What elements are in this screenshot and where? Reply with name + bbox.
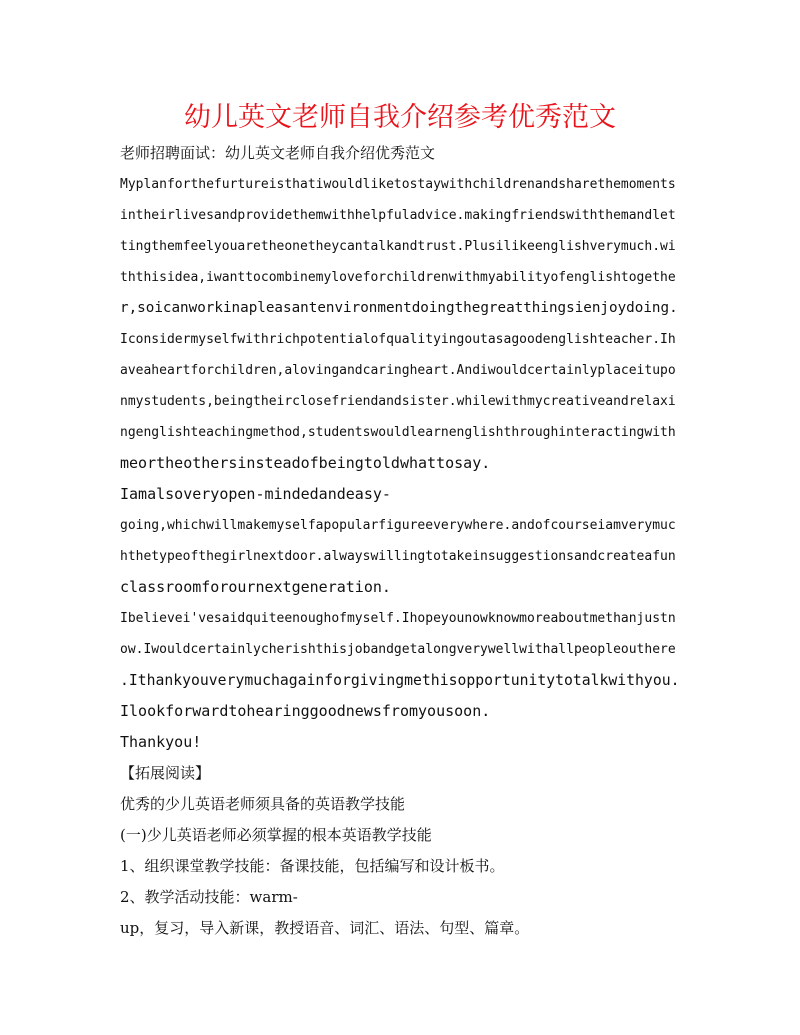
- paragraph-line: Myplanforthefurtureisthatiwouldliketostaywithchildrenandsharethemoments: [120, 177, 676, 192]
- paragraph-line: Ibelievei'vesaidquiteenoughofmyself.Ihopeyounowknowmoreaboutmethanjustn: [120, 611, 676, 626]
- section-heading: (一)少儿英语老师必须掌握的根本英语教学技能: [120, 826, 432, 844]
- paragraph-line: meortheothersinsteadofbeingtoldwhattosay.: [120, 454, 491, 472]
- paragraph-line: ow.Iwouldcertainlycherishthisjobandgetalongverywellwithallpeopleouthere: [120, 642, 676, 657]
- paragraph-line: ththisidea,iwanttocombinemyloveforchildrenwithmyabilityofenglishtogethe: [120, 270, 676, 285]
- extended-reading-title: 优秀的少儿英语老师须具备的英语教学技能: [120, 795, 406, 813]
- paragraph-line: Iamalsoveryopen-mindedandeasy-: [120, 485, 391, 503]
- list-item: 2、教学活动技能：warm-: [120, 888, 298, 906]
- paragraph-line: classroomforournextgeneration.: [120, 578, 391, 596]
- paragraph-line: Iconsidermyselfwithrichpotentialofqualityingoutasagoodenglishteacher.Ih: [120, 332, 676, 347]
- list-item: 1、组织课堂教学技能：备课技能，包括编写和设计板书。: [120, 857, 505, 875]
- paragraph-line: Ilookforwardtohearinggoodnewsfromyousoon.: [120, 702, 491, 720]
- paragraph-line: nmystudents,beingtheirclosefriendandsister.whilewithmycreativeandrelaxi: [120, 394, 676, 409]
- page-title: 幼儿英文老师自我介绍参考优秀范文: [184, 102, 616, 133]
- paragraph-line: going,whichwillmakemyselfapopularfigureeverywhere.andofcourseiamverymuc: [120, 518, 676, 533]
- paragraph-line: intheirlivesandprovidethemwithhelpfuladvice.makingfriendswiththemandlet: [120, 208, 676, 223]
- extended-reading-heading: 【拓展阅读】: [120, 764, 211, 782]
- paragraph-line: ngenglishteachingmethod,studentswouldlearnenglishthroughinteractingwith: [120, 425, 676, 440]
- list-item-continuation: up，复习，导入新课，教授语音、词汇、语法、句型、篇章。: [120, 919, 530, 937]
- paragraph-line: hthetypeofthegirlnextdoor.alwayswillingtotakeinsuggestionsandcreateafun: [120, 549, 676, 564]
- paragraph-line: Thankyou!: [120, 733, 202, 751]
- paragraph-line: .Ithankyouverymuchagainforgivingmethisopportunitytotalkwithyou.: [120, 672, 680, 689]
- paragraph-line: tingthemfeelyouaretheonetheycantalkandtrust.Plusilikeenglishverymuch.wi: [120, 239, 676, 254]
- subtitle: 老师招聘面试：幼儿英文老师自我介绍优秀范文: [120, 144, 436, 162]
- paragraph-line: r,soicanworkinapleasantenvironmentdoingthegreatthingsienjoydoing.: [120, 300, 678, 316]
- paragraph-line: aveaheartforchildren,alovingandcaringheart.Andiwouldcertainlyplaceitupo: [120, 363, 676, 378]
